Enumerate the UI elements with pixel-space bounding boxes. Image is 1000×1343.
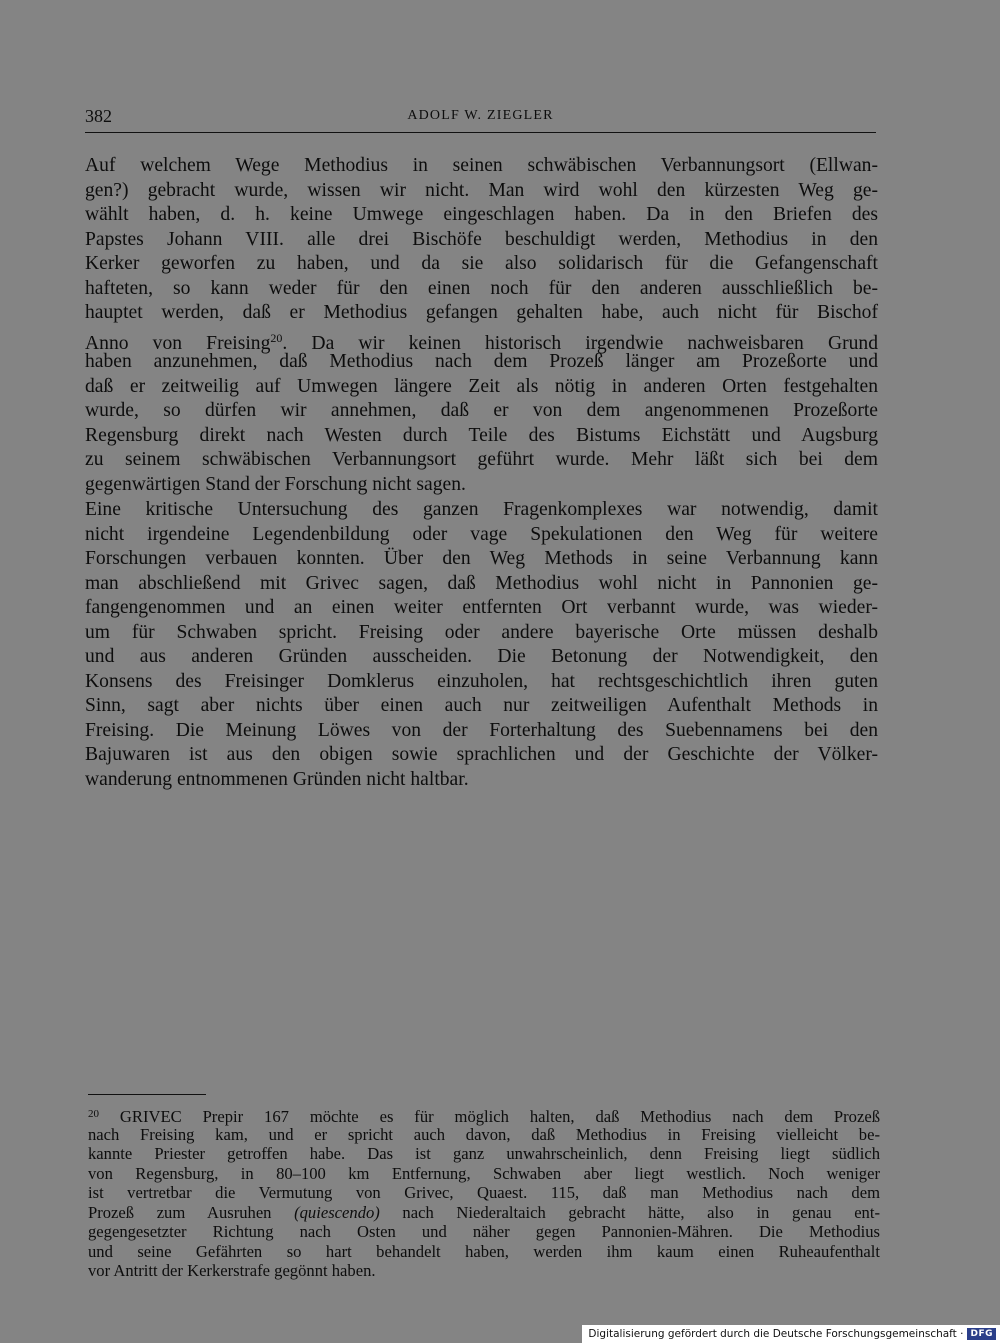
header-rule	[85, 132, 876, 133]
body-text	[85, 154, 878, 792]
text-segment: Anno von Freising	[85, 332, 271, 354]
running-head: ADOLF W. ZIEGLER	[407, 108, 554, 123]
text-segment: . Da wir keinen historisch irgendwie nachweisbaren Grund	[282, 332, 879, 354]
text-line: und aus anderen Gründen ausscheiden. Die Betonung der Notwendigkeit, den	[85, 646, 878, 667]
dfg-logo: DFG	[967, 1328, 996, 1340]
paragraph-2	[85, 498, 878, 792]
text-line: Sinn, sagt aber nichts über einen auch nur zeitweiligen Aufenthalt Methods in	[85, 695, 878, 716]
text-line: man abschließend mit Grivec sagen, daß Methodius wohl nicht in Pannonien ge-	[85, 572, 878, 594]
text-line: daß er zeitweilig auf Umwegen längere Zeit als nötig in anderen Orten festgehalten	[85, 375, 878, 397]
text-line: Auf welchem Wege Methodius in seinen schwäbischen Verbannungsort (Ellwan-	[85, 155, 878, 176]
text-line: Kerker geworfen zu haben, und da sie also solidarisch für die Gefangenschaft	[85, 253, 878, 274]
text-line: haben anzunehmen, daß Methodius nach dem Prozeß länger am Prozeßorte und	[85, 351, 878, 372]
text-line: wanderung entnommenen Gründen nicht haltbar.	[85, 768, 469, 790]
text-segment: Prozeß zum Ausruhen	[88, 1202, 295, 1222]
text-segment: GRIVEC Prepir 167 möchte es für möglich halten, daß Methodius nach dem Prozeß	[99, 1107, 880, 1126]
footnote-line	[88, 1105, 880, 1125]
footnote-line: kannte Priester getroffen habe. Das ist ganz unwahrscheinlich, denn Freising liegt südlich	[88, 1144, 880, 1163]
text-line-with-footnote-ref	[85, 326, 879, 354]
page-header	[85, 106, 876, 136]
text-segment: nach Niederaltaich gebracht hätte, also in genau ent-	[379, 1202, 880, 1222]
footnote-line: ist vertretbar die Vermutung von Grivec, Quaest. 115, daß man Methodius nach dem	[88, 1183, 880, 1202]
footnote-reference: 20	[270, 330, 283, 345]
footnote-line: gegengesetzter Richtung nach Osten und näher gegen Pannonien-Mähren. Die Methodius	[88, 1222, 880, 1241]
text-line: Forschungen verbauen konnten. Über den Weg Methods in seine Verbannung kann	[85, 548, 878, 569]
text-line: Freising. Die Meinung Löwes von der Forterhaltung des Suebennamens bei den	[85, 719, 878, 741]
text-line: nicht irgendeine Legendenbildung oder vage Spekulationen den Weg für weitere	[85, 523, 878, 545]
text-line: Papstes Johann VIII. alle drei Bischöfe beschuldigt werden, Methodius in den	[85, 228, 878, 250]
text-line: Regensburg direkt nach Westen durch Teile des Bistums Eichstätt und Augsburg	[85, 424, 878, 446]
text-line: Konsens des Freisinger Domklerus einzuholen, hat rechtsgeschichtlich ihren guten	[85, 670, 878, 692]
footnote-mark: 20	[88, 1108, 99, 1120]
text-line: gen?) gebracht wurde, wissen wir nicht. Man wird wohl den kürzesten Weg ge-	[85, 179, 878, 201]
footnote	[88, 1105, 880, 1281]
footnote-line: vor Antritt der Kerkerstrafe gegönnt haben.	[88, 1261, 376, 1280]
text-line: wählt haben, d. h. keine Umwege eingeschlagen haben. Da in den Briefen des	[85, 204, 878, 225]
text-line: wurde, so dürfen wir annehmen, daß er von dem angenommenen Prozeßorte	[85, 400, 878, 421]
text-line: hafteten, so kann weder für den einen noch für den anderen ausschließlich be-	[85, 277, 878, 299]
dfg-footer	[582, 1325, 1000, 1343]
text-line: zu seinem schwäbischen Verbannungsort geführt wurde. Mehr läßt sich bei dem	[85, 449, 878, 470]
text-line: um für Schwaben spricht. Freising oder andere bayerische Orte müssen deshalb	[85, 621, 878, 643]
dfg-credit-text: Digitalisierung gefördert durch die Deutsche Forschungsgemeinschaft ·	[588, 1328, 964, 1340]
footnote-line	[88, 1203, 880, 1223]
footnote-line: nach Freising kam, und er spricht auch davon, daß Methodius in Freising vielleicht be-	[88, 1124, 880, 1144]
footnote-line: von Regensburg, in 80–100 km Entfernung, Schwaben aber liegt westlich. Noch weniger	[88, 1163, 880, 1183]
text-line: gegenwärtigen Stand der Forschung nicht sagen.	[85, 473, 466, 495]
page-number: 382	[85, 106, 112, 126]
footnote-rule	[88, 1094, 206, 1095]
text-line: Eine kritische Untersuchung des ganzen Fragenkomplexes war notwendig, damit	[85, 499, 878, 520]
text-line: hauptet werden, daß er Methodius gefangen gehalten habe, auch nicht für Bischof	[85, 302, 878, 323]
footnote-line: und seine Gefährten so hart behandelt haben, werden ihm kaum einen Ruheaufenthalt	[88, 1241, 880, 1261]
paragraph-1	[85, 154, 878, 497]
text-line: Bajuwaren ist aus den obigen sowie sprachlichen und der Geschichte der Völker-	[85, 744, 878, 765]
text-line: fangengenommen und an einen weiter entfernten Ort verbannt wurde, was wieder-	[85, 597, 878, 618]
italic-term: (quiescendo)	[294, 1202, 380, 1222]
